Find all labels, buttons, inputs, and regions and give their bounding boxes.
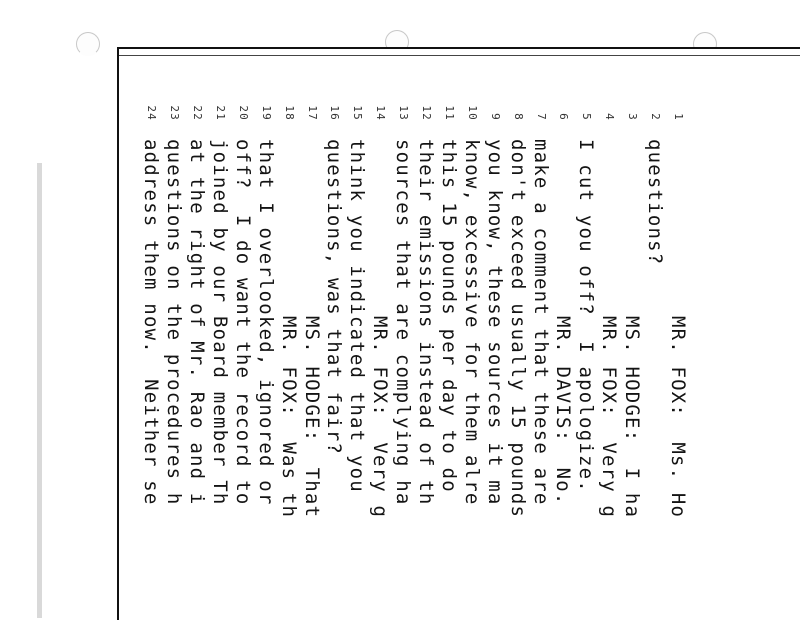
line-number: 2 xyxy=(649,113,663,121)
line-number: 9 xyxy=(488,113,502,121)
line-number: 18 xyxy=(282,105,296,121)
line-number: 10 xyxy=(465,105,479,121)
line-text: I cut you off? I apologize. xyxy=(575,139,598,493)
line-text: this 15 pounds per day to do xyxy=(438,139,460,493)
line-number: 17 xyxy=(305,105,319,121)
scan-edge-shadow xyxy=(37,163,42,618)
line-number: 11 xyxy=(443,105,456,121)
line-text: at the right of Mr. Rao and i xyxy=(186,139,209,506)
line-text: make a comment that these are xyxy=(529,139,552,506)
line-text: MR. FOX: Ms. Ho xyxy=(667,139,689,519)
line-text: MR. DAVIS: No. xyxy=(552,139,575,506)
line-number: 1 xyxy=(672,113,685,121)
line-number: 24 xyxy=(145,105,159,121)
line-text: MS. HODGE: I ha xyxy=(621,139,644,519)
line-text: sources that are complying ha xyxy=(392,139,415,506)
line-number: 16 xyxy=(328,105,342,121)
line-number: 6 xyxy=(557,113,571,121)
line-text: questions on the procedures h xyxy=(163,139,186,506)
line-number: 4 xyxy=(603,113,617,121)
line-number: 7 xyxy=(534,113,548,121)
line-text: think you indicated that you xyxy=(346,139,369,493)
line-text: MR. FOX: Was th xyxy=(277,139,300,519)
binder-hole xyxy=(76,32,100,56)
line-number: 8 xyxy=(511,113,525,121)
line-text: don't exceed usually 15 pounds xyxy=(506,139,529,519)
line-text: their emissions instead of th xyxy=(415,139,438,506)
line-number: 20 xyxy=(236,105,250,121)
line-number: 21 xyxy=(214,105,227,121)
page-rule xyxy=(119,55,800,56)
line-number: 19 xyxy=(259,105,273,121)
line-text: MR. FOX: Very g xyxy=(369,139,392,519)
line-text: joined by our Board member Th xyxy=(209,139,231,506)
line-number: 14 xyxy=(374,105,388,121)
line-number: 3 xyxy=(626,113,640,121)
line-text: you know, these sources it ma xyxy=(483,139,506,506)
line-text: off? I do want the record to xyxy=(231,139,254,506)
line-number: 22 xyxy=(191,105,205,121)
line-text: know, excessive for them alre xyxy=(460,139,483,506)
line-number: 13 xyxy=(397,105,411,121)
line-text: MS. HODGE: That xyxy=(300,139,323,519)
transcript-page xyxy=(117,47,800,620)
line-number: 15 xyxy=(351,105,365,121)
line-text: questions? xyxy=(644,139,667,266)
line-number: 5 xyxy=(580,113,594,121)
line-text: address them now. Neither se xyxy=(140,139,163,506)
line-number: 23 xyxy=(168,105,182,121)
line-number: 12 xyxy=(420,105,434,121)
transcript-body xyxy=(129,87,689,607)
line-text: MR. FOX: Very g xyxy=(598,139,621,519)
line-text: questions, was that fair? xyxy=(323,139,346,455)
line-text: that I overlooked, ignored or xyxy=(254,139,277,506)
